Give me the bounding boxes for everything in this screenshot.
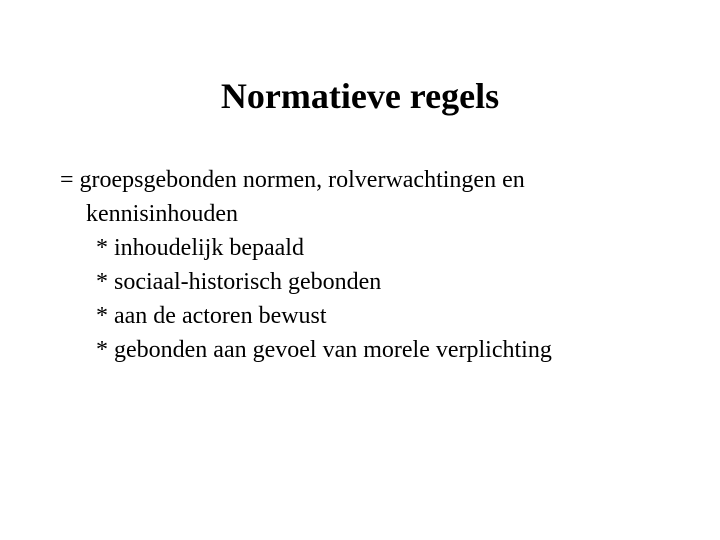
slide-title: Normatieve regels	[220, 76, 500, 116]
bullet-item: * gebonden aan gevoel van morele verplichting	[96, 337, 552, 363]
definition-text: = groepsgebonden normen, rolverwachtingen en kennisinhouden	[60, 167, 525, 227]
bullet-item: * inhoudelijk bepaald	[96, 235, 304, 261]
bullet-item: * aan de actoren bewust	[96, 303, 327, 329]
slide-body	[60, 163, 680, 367]
bullet-item: * sociaal-historisch gebonden	[96, 269, 382, 295]
bullet-list	[60, 231, 680, 367]
